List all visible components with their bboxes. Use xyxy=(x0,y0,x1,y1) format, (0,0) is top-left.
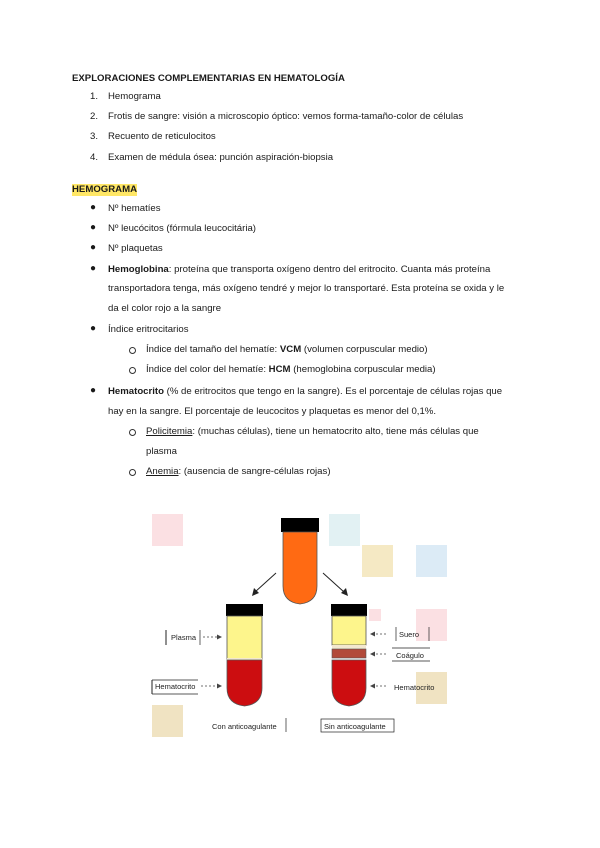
hemoglobina-line-1 xyxy=(108,264,490,276)
hcm-pre: Índice del color del hematíe: xyxy=(146,364,269,375)
top-tube xyxy=(283,532,317,604)
decor-square xyxy=(362,545,393,577)
bullet-plaquetas: Nº plaquetas xyxy=(108,243,163,254)
hematocrito-term: Hematocrito xyxy=(108,386,164,397)
arrow-left xyxy=(255,573,276,592)
decor-square xyxy=(416,545,447,577)
right-tube-serum xyxy=(332,616,366,645)
list-item: Examen de médula ósea: punción aspiración-biopsia xyxy=(108,152,334,163)
arrow-head xyxy=(370,632,375,637)
vcm-post: (volumen corpuscular medio) xyxy=(301,344,428,355)
arrow-head xyxy=(370,652,375,657)
bullet-icon: ● xyxy=(90,222,97,233)
top-tube-cap xyxy=(281,518,319,532)
policitemia-line-2: plasma xyxy=(146,446,177,457)
bullet-icon: ● xyxy=(90,263,97,274)
anemia-text: : (ausencia de sangre-células rojas) xyxy=(178,466,331,477)
section-heading: HEMOGRAMA xyxy=(72,184,138,195)
label-suero: Suero xyxy=(399,630,420,639)
hcm-term: HCM xyxy=(268,364,291,375)
bullet-icon: ● xyxy=(90,202,97,213)
circle-bullet-icon xyxy=(129,429,136,436)
hemoglobina-line-3: da el color rojo a la sangre xyxy=(108,303,222,314)
hemoglobina-line-2: transportadora tenga, más oxígeno tendré y mejor lo transportaré. Esta proteína se oxida y le xyxy=(108,283,505,294)
anemia-line xyxy=(146,466,331,478)
hematocrito-text: (% de eritrocitos que tengo en la sangre). Es el porcentaje de células rojas que xyxy=(163,386,503,397)
list-number: 4. xyxy=(90,152,99,163)
list-item: Hemograma xyxy=(108,91,161,102)
list-number: 3. xyxy=(90,131,99,142)
vcm-line xyxy=(146,344,428,356)
arrow-right-head xyxy=(341,588,348,596)
left-tube-red-cells xyxy=(227,660,262,706)
anemia-term: Anemia xyxy=(146,466,179,477)
hematocrito-line-2: hay en la sangre. El porcentaje de leucocitos y plaquetas es menor del 0,1%. xyxy=(108,406,436,417)
list-item: Frotis de sangre: visión a microscopio óptico: vemos forma-tamaño-color de células xyxy=(108,111,464,122)
hematocrito-line-1 xyxy=(108,386,502,398)
policitemia-text: : (muchas células), tiene un hematocrito alto, tiene más células que xyxy=(192,426,479,437)
label-hematocrito-right: Hematocrito xyxy=(394,683,435,692)
right-tube-cap xyxy=(331,604,367,616)
list-number: 1. xyxy=(90,91,99,102)
hematocrit-figure xyxy=(140,505,460,755)
decor-square xyxy=(152,705,183,737)
policitemia-term: Policitemia xyxy=(146,426,193,437)
arrow-right xyxy=(323,573,344,592)
hcm-post: (hemoglobina corpuscular media) xyxy=(290,364,436,375)
caption-right: Sin anticoagulante xyxy=(324,722,386,731)
label-plasma: Plasma xyxy=(171,633,197,642)
label-hematocrito-left: Hematocrito xyxy=(155,682,196,691)
decor-square xyxy=(369,609,381,621)
bullet-icon: ● xyxy=(90,323,97,334)
bullet-icon: ● xyxy=(90,242,97,253)
label-coagulo: Coágulo xyxy=(396,651,424,660)
arrow-head xyxy=(217,635,222,640)
list-number: 2. xyxy=(90,111,99,122)
bullet-indice: Índice eritrocitarios xyxy=(108,324,189,335)
decor-square xyxy=(416,609,447,641)
circle-bullet-icon xyxy=(129,347,136,354)
arrow-head xyxy=(370,684,375,689)
hemoglobina-term: Hemoglobina xyxy=(108,264,169,275)
decor-square xyxy=(329,514,360,546)
right-tube-buffy xyxy=(332,645,366,649)
vcm-pre: Índice del tamaño del hematíe: xyxy=(146,344,280,355)
hcm-line xyxy=(146,364,436,376)
caption-left: Con anticoagulante xyxy=(212,722,277,731)
vcm-term: VCM xyxy=(279,344,302,355)
hemoglobina-text: : proteína que transporta oxígeno dentro del eritrocito. Cuanta más proteína xyxy=(168,264,491,275)
policitemia-line-1 xyxy=(146,426,479,438)
left-tube-cap xyxy=(226,604,263,616)
circle-bullet-icon xyxy=(129,469,136,476)
list-item: Recuento de reticulocitos xyxy=(108,131,216,142)
decor-square xyxy=(152,514,183,546)
left-tube-plasma xyxy=(227,616,262,659)
bullet-icon: ● xyxy=(90,385,97,396)
page-title: EXPLORACIONES COMPLEMENTARIAS EN HEMATOLOGÍA xyxy=(72,73,345,84)
bullet-leucocitos: Nº leucócitos (fórmula leucocitária) xyxy=(108,223,256,234)
circle-bullet-icon xyxy=(129,367,136,374)
bullet-hematies: Nº hematíes xyxy=(108,203,161,214)
right-tube-red-cells xyxy=(332,660,366,706)
arrow-head xyxy=(217,684,222,689)
right-tube-clot xyxy=(332,649,366,658)
